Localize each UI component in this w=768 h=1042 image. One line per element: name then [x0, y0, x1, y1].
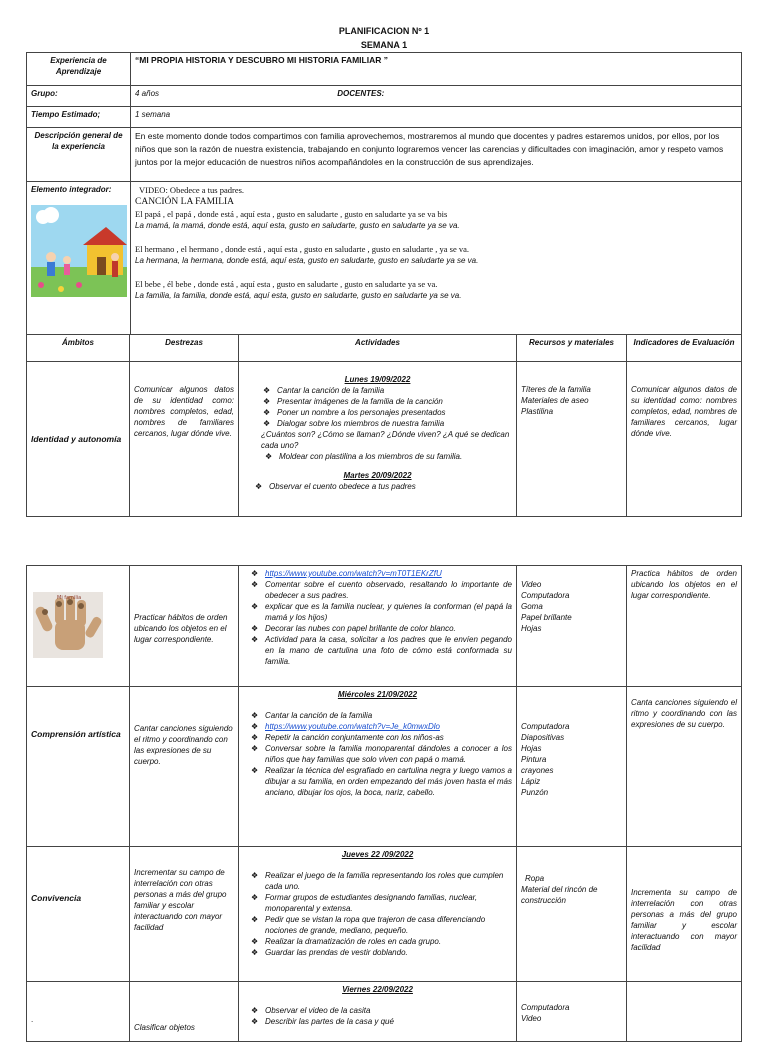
- activity-item: ❖ Observar el cuento obedece a tus padres: [269, 481, 512, 492]
- activity-item: ❖ Observar el video de la casita: [265, 1005, 512, 1016]
- ambito-convivencia: Convivencia: [27, 847, 130, 982]
- day-heading: Miércoles 21/09/2022: [337, 690, 418, 699]
- activity-item: ❖ Dialogar sobre los miembros de nuestra familia: [277, 418, 512, 429]
- video-link-item: [265, 721, 512, 732]
- activity-item: ❖ Pedir que se vistan la ropa que trajeron de casa diferenciando nociones de grande, mediano, pequeño.: [265, 914, 512, 936]
- activity-item: ❖ Describir las partes de la casa y qué: [265, 1016, 512, 1027]
- song-line: La mamá, la mamá, donde está, aquí esta, gusto en saludarte, gusto en saludarte ya se va.: [135, 221, 460, 230]
- document-title: PLANIFICACION Nº 1: [338, 26, 430, 36]
- song-line: La familia, la familia, donde está, aquí esta, gusto en saludarte, gusto en saludarte ya se va.: [135, 291, 462, 300]
- resources-cell: [517, 362, 627, 517]
- song-title: CANCIÓN LA FAMILIA: [135, 197, 235, 207]
- resources-cell: [517, 847, 627, 982]
- experience-value: “MI PROPIA HISTORIA Y DESCUBRO MI HISTORIA FAMILIAR ”: [131, 53, 742, 86]
- resource-item: Hojas: [521, 624, 542, 633]
- activity-item: ❖ Realizar la dramatización de roles en cada grupo.: [265, 936, 512, 947]
- column-header-indicadores: Indicadores de Evaluación: [627, 335, 742, 362]
- indicator-cell: Practica hábitos de orden ubicando los objetos en el lugar correspondiente.: [627, 566, 742, 687]
- indicator-cell: Comunicar algunos datos de su identidad como: nombres completos, edad, nombres de familiares cercanos, lugar dónde vive.: [627, 362, 742, 517]
- ambito-cell: .: [27, 982, 130, 1042]
- activity-item: ❖ Realizar el juego de la familia representando los roles que cumplen cada uno.: [265, 870, 512, 892]
- resources-cell: [517, 566, 627, 687]
- resource-item: Computadora: [521, 1003, 570, 1012]
- destreza-cell: Clasificar objetos: [130, 982, 239, 1042]
- activities-cell: [239, 362, 517, 517]
- column-header-recursos: Recursos y materiales: [517, 335, 627, 362]
- ambito-comprension-artistica: Comprensión artística: [27, 687, 130, 847]
- resource-item: crayones: [521, 766, 554, 775]
- resource-item: Pintura: [521, 755, 547, 764]
- destreza-cell: Comunicar algunos datos de su identidad como: nombres completos, edad, nombres de familiares cercanos, lugar dónde vive.: [130, 362, 239, 517]
- destreza-cell: Cantar canciones siguiendo el ritmo y coordinando con las expresiones de su cuerpo.: [130, 687, 239, 847]
- indicator-cell: Incrementa su campo de interrelación con otras personas a más del grupo familiar y escolar interactuando con mayor facilidad: [627, 847, 742, 982]
- youtube-link[interactable]: https://www.youtube.com/watch?v=mT0T1EKrZfU: [265, 569, 442, 578]
- activity-item: ❖ Cantar la canción de la familia: [265, 710, 512, 721]
- activity-item: ❖ Poner un nombre a los personajes presentados: [277, 407, 512, 418]
- activity-item: ❖ Actividad para la casa, solicitar a los padres que le envíen pegando en la mano de cartulina una foto de cómo está conformada su familia.: [265, 634, 512, 667]
- video-line: VIDEO: Obedece a tus padres.: [139, 185, 245, 195]
- week-title: SEMANA 1: [360, 40, 408, 50]
- resource-item: Ropa: [525, 874, 545, 883]
- group-value: 4 años: [135, 89, 160, 98]
- resource-item: Diapositivas: [521, 733, 565, 742]
- destreza-cell: Practicar hábitos de orden ubicando los objetos en el lugar correspondiente.: [130, 566, 239, 687]
- resource-item: Video: [521, 580, 542, 589]
- hand-image-caption: Mi familia: [57, 595, 82, 601]
- description-label: Descripción general de la experiencia: [27, 128, 131, 182]
- activity-questions: ¿Cuántos son? ¿Cómo se llaman? ¿Dónde viven? ¿A qué se dedican cada uno?: [261, 430, 510, 450]
- resource-item: Lápiz: [521, 777, 541, 786]
- resource-item: Materiales de aseo: [521, 396, 589, 405]
- destreza-cell: Incrementar su campo de interrelación con otras personas a más del grupo familiar y escolar interactuando con mayor facilidad: [130, 847, 239, 982]
- resource-item: Computadora: [521, 591, 570, 600]
- resource-item: Papel brillante: [521, 613, 572, 622]
- integrador-label: Elemento integrador:: [31, 185, 112, 194]
- description-value: En este momento donde todos compartimos con familia aprovechemos, mostraremos al mundo que docentes y padres estaremos unidos, por ellos, por los niños que son la razón de nuestra existencia, trabajando en conjunto lograremos vencer las carencias y dificultades con imaginación, amor y respeto vamos juntos por la mejor educación de nuestros niños acompañándoles en la construcción de sus aprendizajes.: [131, 128, 742, 182]
- docentes-label: DOCENTES:: [337, 89, 385, 98]
- ambito-identidad: Identidad y autonomía: [27, 362, 130, 517]
- column-header-ambitos: Ámbitos: [27, 335, 130, 362]
- family-house-image: [31, 205, 127, 297]
- day-heading: Viernes 22/09/2022: [342, 985, 413, 994]
- song-line: El papá , el papá , donde está , aquí esta , gusto en saludarte , gusto en saludarte ya se va bis: [135, 209, 448, 219]
- integrador-cell: [27, 182, 131, 335]
- activity-item: ❖ Formar grupos de estudiantes designando familias, nuclear, monoparental y extensa.: [265, 892, 512, 914]
- indicator-cell: [627, 982, 742, 1042]
- column-header-destrezas: Destrezas: [130, 335, 239, 362]
- experience-label: Experiencia de Aprendizaje: [27, 53, 131, 86]
- time-label: Tiempo Estimado;: [27, 107, 131, 128]
- column-header-actividades: Actividades: [239, 335, 517, 362]
- resources-cell: [517, 982, 627, 1042]
- activity-item: ❖ Realizar la técnica del esgrafiado en cartulina negra y luego vamos a dibujar a su familia, en orden empezando del más joven hasta el más anciano, dibujar los ojos, la boca, nariz, cabello.: [265, 765, 512, 798]
- day-heading: Martes 20/09/2022: [343, 471, 412, 480]
- resource-item: Goma: [521, 602, 543, 611]
- day-heading: Jueves 22 /09/2022: [341, 850, 414, 859]
- activities-cell: [239, 982, 517, 1042]
- activity-item: ❖ Comentar sobre el cuento observado, resaltando lo importante de obedecer a sus padres.: [265, 579, 512, 601]
- resource-item: Plastilina: [521, 407, 554, 416]
- song-line: La hermana, la hermana, donde está, aquí esta, gusto en saludarte, gusto en saludarte ya se va.: [135, 256, 479, 265]
- planning-table-page-1: [26, 334, 742, 517]
- activity-item: ❖ Conversar sobre la familia monoparental dándoles a conocer a los niños que hay familias que solo viven con papá o mamá.: [265, 743, 512, 765]
- resource-item: Punzón: [521, 788, 549, 797]
- info-table: [26, 52, 742, 335]
- resource-item: Computadora: [521, 722, 570, 731]
- activities-cell: [239, 847, 517, 982]
- family-hand-image: [33, 592, 103, 658]
- integrador-content: [131, 182, 742, 335]
- activity-item: ❖ Cantar la canción de la familia: [277, 385, 512, 396]
- video-link-item: [265, 568, 512, 579]
- resources-cell: [517, 687, 627, 847]
- resource-item: Hojas: [521, 744, 542, 753]
- song-line: El hermano , el hermano , donde está , aquí esta , gusto en saludarte , gusto en saludarte , ya se va.: [135, 244, 469, 254]
- family-hand-image-cell: [27, 566, 130, 687]
- time-value: 1 semana: [131, 107, 742, 128]
- activities-cell: [239, 687, 517, 847]
- youtube-link[interactable]: https://www.youtube.com/watch?v=Je_k0mwxDlo: [265, 722, 440, 731]
- resource-item: Títeres de la familia: [521, 385, 591, 394]
- activities-cell: [239, 566, 517, 687]
- activity-item: ❖ Guardar las prendas de vestir doblando.: [265, 947, 512, 958]
- activity-item: ❖ Decorar las nubes con papel brillante de color blanco.: [265, 623, 512, 634]
- activity-item: ❖ Moldear con plastilina a los miembros de su familia.: [279, 451, 512, 462]
- activity-item: ❖ explicar que es la familia nuclear, y quienes la conforman (el papá la mamá y los hijos): [265, 601, 512, 623]
- indicator-cell: Canta canciones siguiendo el ritmo y coordinando con las expresiones de su cuerpo.: [627, 687, 742, 847]
- resource-item: Material del rincón de construcción: [521, 885, 598, 905]
- song-line: El bebe , él bebe , donde está , aquí esta , gusto en saludarte , gusto en saludarte ya se va.: [135, 279, 438, 289]
- group-row: [131, 86, 742, 107]
- activity-item: ❖ Presentar imágenes de la familia de la canción: [277, 396, 512, 407]
- day-heading: Lunes 19/09/2022: [344, 375, 411, 384]
- resource-item: Video: [521, 1014, 542, 1023]
- activity-item: ❖ Repetir la canción conjuntamente con los niños-as: [265, 732, 512, 743]
- planning-table-page-2: [26, 565, 742, 1042]
- group-label: Grupo:: [27, 86, 131, 107]
